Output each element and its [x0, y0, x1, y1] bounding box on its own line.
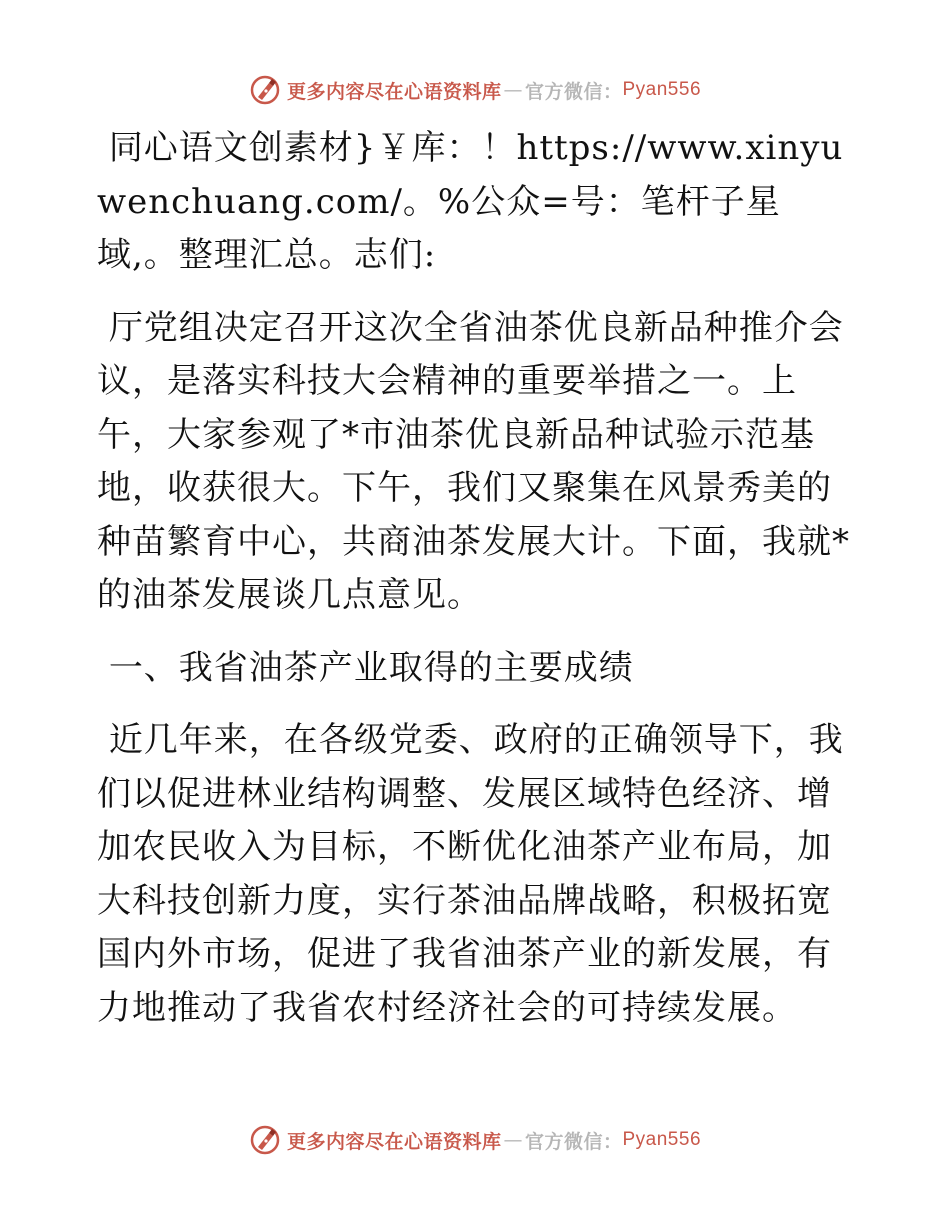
watermark-label: 官方微信：	[524, 80, 623, 103]
paragraph-intro: 厅党组决定召开这次全省油茶优良新品种推介会议，是落实科技大会精神的重要举措之一。上午，大家参观了*市油茶优良新品种试验示范基地，收获很大。下午，我们又聚集在风景秀美的种苗繁育中心，共商油茶发展大计。下面，我就*的油茶发展谈几点意见。	[97, 307, 850, 615]
section-heading: 一、我省油茶产业取得的主要成绩	[97, 647, 634, 688]
header-watermark	[0, 70, 950, 110]
watermark-text: 更多内容尽在心语资料库	[286, 1130, 502, 1153]
watermark-label: 官方微信：	[524, 1130, 623, 1153]
paragraph-achievements: 近几年来，在各级党委、政府的正确领导下，我们以促进林业结构调整、发展区域特色经济、增加农民收入为目标，不断优化油茶产业布局，加大科技创新力度，实行茶油品牌战略，积极拓宽国内外市场，促进了我省油茶产业的新发展，有力地推动了我省农村经济社会的可持续发展。	[97, 720, 844, 1028]
pen-nib-logo-icon	[249, 1124, 281, 1156]
pen-nib-logo-icon	[249, 74, 281, 106]
watermark-separator: —	[503, 1129, 523, 1151]
paragraph-source-note: 同心语文创素材}￥库：！https://www.xinyuwenchuang.com/。%公众=号：笔杆子星域,。整理汇总。志们:	[97, 128, 844, 275]
document-body	[97, 122, 857, 1035]
watermark-text: 更多内容尽在心语资料库	[286, 80, 502, 103]
footer-watermark	[0, 1120, 950, 1160]
watermark-wechat-id: Pyan556	[622, 79, 702, 100]
watermark-separator: —	[503, 79, 523, 101]
watermark-wechat-id: Pyan556	[622, 1129, 702, 1150]
